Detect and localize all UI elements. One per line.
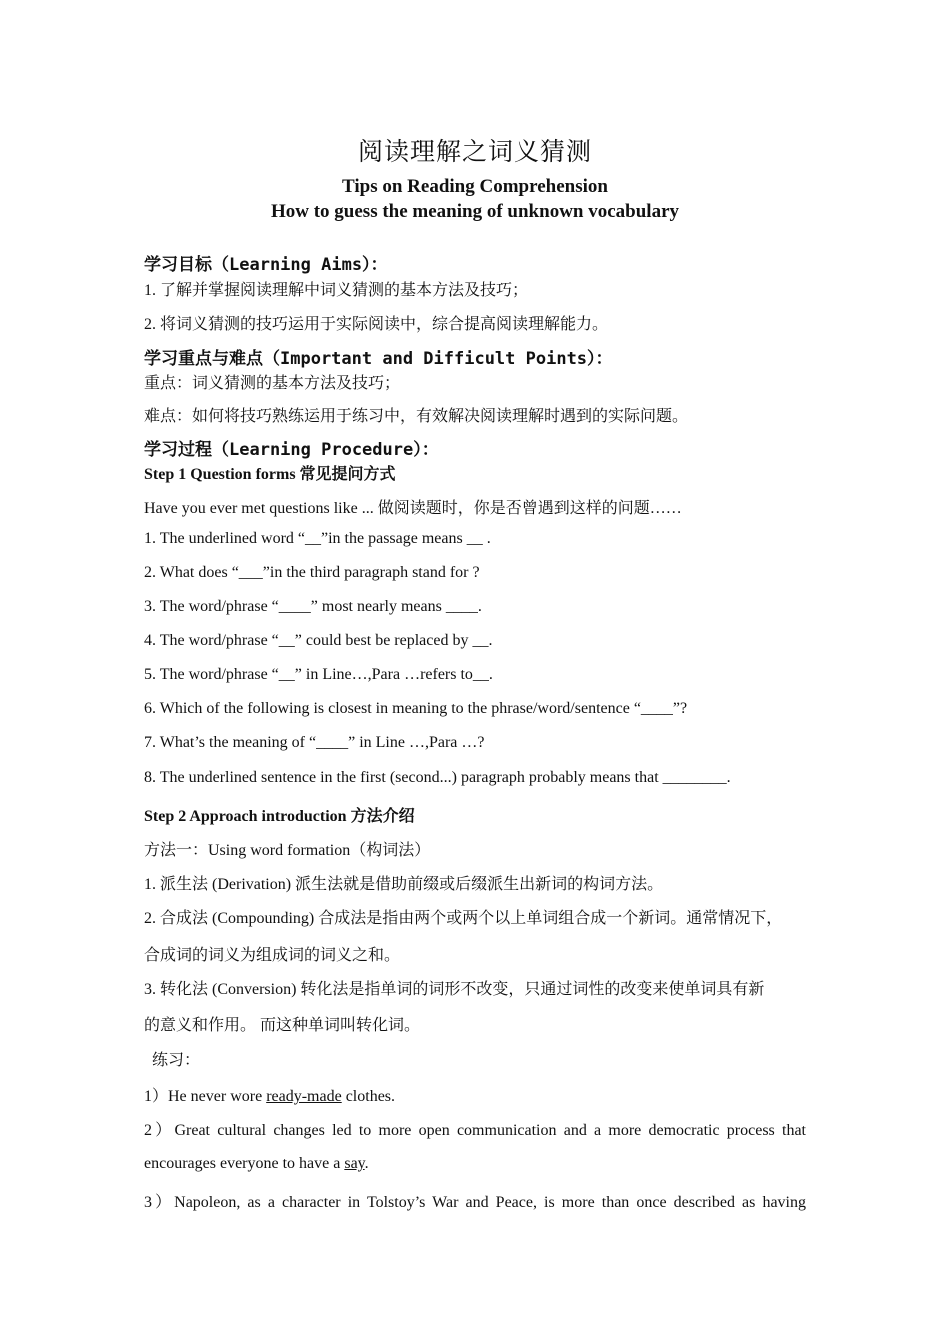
exercise-text: clothes.	[341, 1088, 396, 1105]
exercise-text: 1）He never wore	[144, 1088, 267, 1105]
method-item-compounding: 2. 合成法 (Compounding) 合成法是指由两个或两个以上单词组合成一个新词。通常情况下，	[144, 910, 783, 927]
exercise-text: encourages everyone to have a	[144, 1155, 345, 1172]
point-item: 难点：如何将技巧熟练运用于练习中，有效解决阅读理解时遇到的实际问题。	[144, 408, 689, 425]
method-item-conversion: 3. 转化法 (Conversion) 转化法是指单词的词形不改变，只通过词性的改变来使单词具有新	[144, 981, 765, 998]
subtitle-english: Tips on Reading Comprehension	[342, 176, 608, 197]
method-item-compounding-cont: 合成词的词义为组成词的词义之和。	[144, 947, 401, 964]
method1-heading: 方法一：Using word formation（构词法）	[144, 842, 431, 859]
method-item-derivation: 1. 派生法 (Derivation) 派生法就是借助前缀或后缀派生出新词的构词方法。	[144, 876, 664, 893]
subtitle-vocabulary: How to guess the meaning of unknown vocabulary	[270, 201, 680, 222]
aim-item: 2. 将词义猜测的技巧运用于实际阅读中，综合提高阅读理解能力。	[144, 316, 609, 333]
questions-intro: Have you ever met questions like ... 做阅读题时，你是否曾遇到这样的问题……	[144, 500, 682, 517]
practice-label: 练习：	[152, 1052, 201, 1069]
question-item: 8. The underlined sentence in the first (second...) paragraph probably means that ________.	[144, 769, 731, 786]
page-title: 阅读理解之词义猜测	[357, 137, 592, 166]
exercise-text: .	[364, 1155, 369, 1172]
question-item: 4. The word/phrase “__” could best be replaced by __.	[144, 632, 493, 649]
exercise-2-cont	[144, 1155, 369, 1173]
aim-item: 1. 了解并掌握阅读理解中词义猜测的基本方法及技巧；	[144, 282, 529, 299]
method-item-conversion-cont: 的意义和作用。 而这种单词叫转化词。	[144, 1017, 421, 1034]
question-item: 1. The underlined word “__”in the passage means __ .	[144, 530, 491, 547]
question-item: 7. What’s the meaning of “____” in Line …,Para …?	[144, 734, 485, 751]
procedure-heading: 学习过程（Learning Procedure）：	[144, 440, 439, 460]
question-item: 6. Which of the following is closest in meaning to the phrase/word/sentence “____”?	[144, 700, 688, 717]
underlined-word: ready-made	[266, 1088, 342, 1105]
aims-heading: 学习目标（Learning Aims）：	[144, 255, 388, 275]
step2-heading: Step 2 Approach introduction 方法介绍	[144, 808, 415, 825]
question-item: 2. What does “___”in the third paragraph stand for ?	[144, 564, 480, 581]
underlined-word: say	[344, 1155, 365, 1172]
exercise-3: 3）Napoleon, as a character in Tolstoy’s War and Peace, is more than once described as having	[144, 1194, 806, 1211]
exercise-2: 2）Great cultural changes led to more open communication and a more democratic process that	[144, 1122, 806, 1139]
question-item: 3. The word/phrase “____” most nearly means ____.	[144, 598, 482, 615]
exercise-1	[144, 1083, 395, 1106]
step1-heading: Step 1 Question forms 常见提问方式	[144, 466, 396, 483]
points-heading: 学习重点与难点（Important and Difficult Points）：	[144, 349, 613, 369]
point-item: 重点：词义猜测的基本方法及技巧；	[144, 375, 401, 392]
question-item: 5. The word/phrase “__” in Line…,Para …refers to__.	[144, 666, 493, 683]
